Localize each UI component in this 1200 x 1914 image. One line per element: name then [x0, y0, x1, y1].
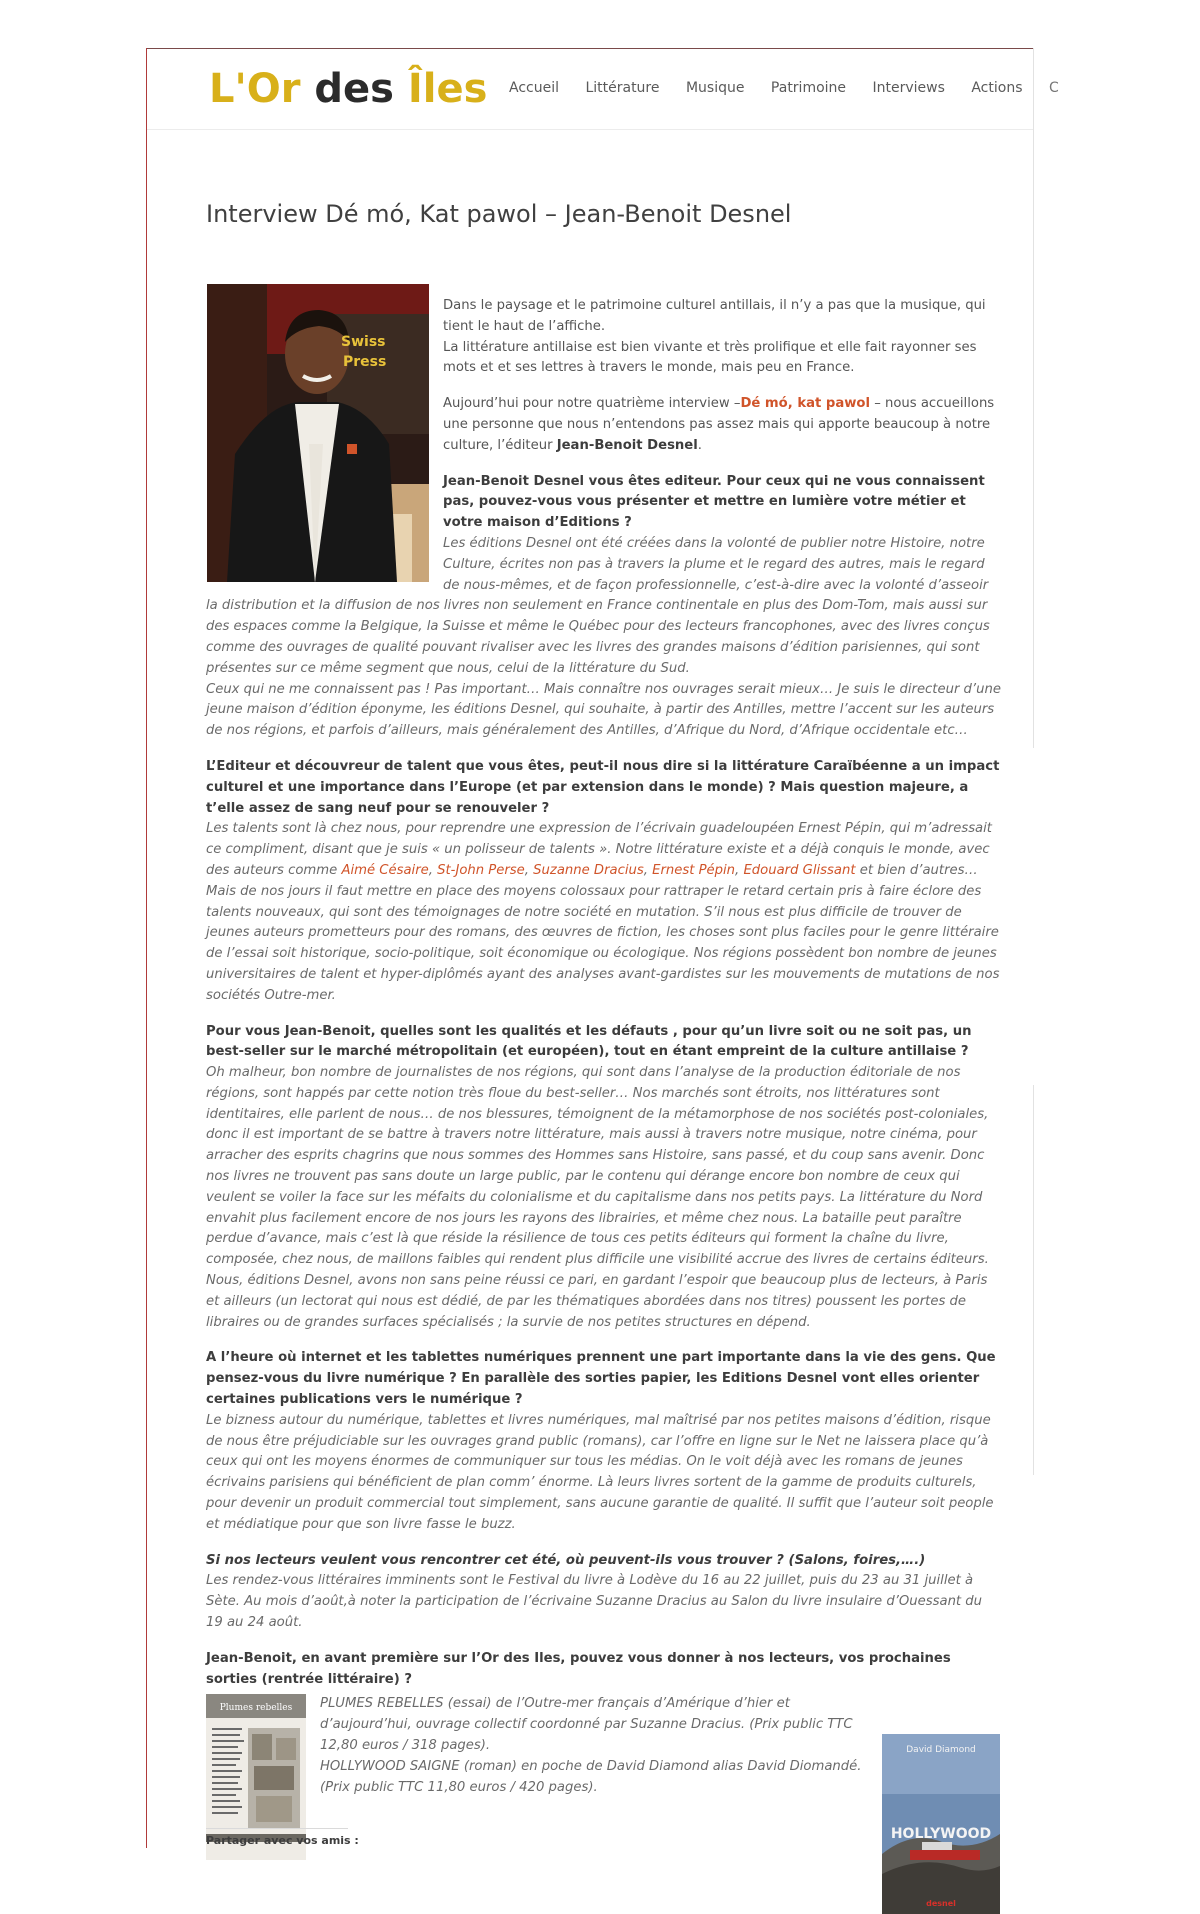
interview-series-link[interactable]: Dé mó, kat pawol: [740, 396, 871, 412]
intro-line-1: Dans le paysage et le patrimoine culturel antillais, il n’y a pas que la musique, qui tient le haut de l’affiche.: [443, 298, 986, 334]
nav-item-interviews[interactable]: Interviews: [872, 80, 945, 96]
logo-word-iles: Îles: [407, 66, 488, 112]
book-cover-hollywood-saigne[interactable]: [882, 1734, 1000, 1914]
name-separator: ,: [524, 862, 534, 878]
share-divider: [206, 1828, 348, 1829]
answer-2: [206, 821, 999, 1002]
intro-text-b: – nous accueillons une personne que nous n’entendons pas assez mais qui apporte beaucoup à notre culture, l’éditeur: [443, 396, 995, 453]
author-link-perse[interactable]: St-John Perse: [437, 862, 525, 878]
nav-item-litterature[interactable]: Littérature: [585, 80, 660, 96]
question-6: Jean-Benoit, en avant première sur l’Or des Iles, pouvez vous donner à nos lecteurs, vos prochaines sorties (rentrée littéraire) ?: [206, 1650, 951, 1687]
intro-line-2: La littérature antillaise est bien vivante et très prolifique et elle fait rayonner ses mots et et ses lettres à travers le monde, mais peu en France.: [443, 339, 977, 376]
cover2-title: HOLLYWOOD: [890, 1826, 992, 1843]
author-link-pepin[interactable]: Ernest Pépin: [652, 862, 736, 878]
page-right-border: [1033, 48, 1034, 748]
article-title: Interview Dé mó, Kat pawol – Jean-Benoit Desnel: [206, 200, 792, 229]
qa-block-4: [206, 1348, 1002, 1535]
name-separator: ,: [428, 862, 438, 878]
answer-4: Le bizness autour du numérique, tablettes et livres numériques, mal maîtrisé par nos petites maisons d’édition, risque de nous être préjudiciable sur les ouvrages grand public (romans), car l’offre en ligne sur le Net ne laissera place qu’à ceux qui ont les moyens énormes de communiquer sur tous les médias. On le voit déjà avec les romans de jeunes écrivains parisiens qui bénéficient de plan comm’ énorme. Là leurs livres sortent de la gamme de produits culturels, pour devenir un produit commercial tout simplement, sans aucune garantie de qualité. Il suffit que l’auteur soit people et médiatique pour que son livre fasse le buzz.: [206, 1412, 994, 1532]
photo-spacer: [207, 284, 429, 584]
photo-sign-swiss: Swiss: [341, 334, 386, 350]
author-link-cesaire[interactable]: Aimé Césaire: [341, 862, 429, 878]
nav-item-actions[interactable]: Actions: [971, 80, 1023, 96]
question-3: Pour vous Jean-Benoit, quelles sont les qualités et les défauts , pour qu’un livre soit ou ne soit pas, un best-seller sur le marché métropolitain (et européen), tout en étant empreint de la culture antillaise ?: [206, 1023, 972, 1060]
nav-item-accueil[interactable]: Accueil: [509, 80, 559, 96]
upcoming-books: [206, 1694, 1002, 1909]
books-description: [320, 1694, 880, 1798]
site-logo[interactable]: [209, 66, 487, 112]
answer-3: Oh malheur, bon nombre de journalistes de nos régions, qui sont dans l’analyse de la production éditoriale de nos régions, sont happés par cette notion très floue du best-seller… Nos marchés sont étroits, nos littératures sont identitaires, elle parlent de nous… de nos blessures, témoignent de la métamorphose de nos sociétés post-coloniales, donc il est important de se battre à travers notre littérature, mais aussi à travers notre musique, notre cinéma, pour arracher des esprits chagrins que nous sommes des Hommes sans Histoire, sans passé, et du coup sans avenir. Donc nos livres ne trouvent pas sans doute un large public, par le contenu qui dérange encore bon nombre de ceux qui veulent se voiler la face sur les méfaits du colonialisme et du capitalisme dans nos petits pays. La littérature du Nord envahit plus facilement encore de nos jours les rayons des librairies, et même chez nous. La bataille peut paraître perdue d’avance, mais c’est là que réside la résilience de tous ces petits éditeurs qui forment la chaîne du livre, composée, chez nous, de maillons faibles qui rendent plus difficile une visibilité accrue des livres de certains éditeurs. Nous, éditions Desnel, avons non sans peine réussi ce pari, en gardant l’espoir que beaucoup plus de lecteurs, à Paris et ailleurs (un lectorat qui nous est dédié, de par les thématiques abordées dans nos titres) poussent les portes de libraires ou de grandes surfaces spécialisés ; la survie de nos petites structures en dépend.: [206, 1065, 989, 1330]
book-2-info: HOLLYWOOD SAIGNE (roman) en poche de David Diamond alias David Diomandé. (Prix public TTC 11,80 euros / 420 pages).: [320, 1758, 862, 1795]
main-nav: [509, 80, 1059, 96]
question-2: L’Editeur et découvreur de talent que vous êtes, peut-il nous dire si la littérature Caraïbéenne a un impact culturel et une importance dans l’Europe (et par extension dans le monde) ? Mais question majeure, a t’elle assez de sang neuf pour se renouveler ?: [206, 758, 1000, 816]
cover2-publisher: desnel: [926, 1899, 956, 1909]
author-link-glissant[interactable]: Edouard Glissant: [743, 862, 856, 878]
author-link-dracius[interactable]: Suzanne Dracius: [533, 862, 644, 878]
site-header: [147, 49, 1059, 130]
name-separator: ,: [643, 862, 653, 878]
intro-text-c: .: [697, 437, 702, 453]
qa-block-5: [206, 1551, 1002, 1634]
share-label: Partager avec vos amis :: [206, 1834, 359, 1847]
answer-2-text-a: Les talents sont là chez nous, pour reprendre une expression de l’écrivain guadeloupéen Ernest Pépin, qui m’adressait ce compliment, disant que je suis « un polisseur de talents ». Notre littérature existe et a déjà conquis le monde, avec des auteurs comme: [206, 821, 992, 878]
logo-word-des: des: [314, 66, 394, 112]
photo-sign-press: Press: [343, 354, 387, 370]
page-left-border: [146, 48, 147, 1848]
qa-block-6: [206, 1649, 1002, 1691]
article-body: [206, 296, 1002, 1909]
page-right-border-lower: [1033, 1085, 1034, 1475]
logo-word-or: L'Or: [209, 66, 301, 112]
qa-block-3: [206, 1022, 1002, 1334]
question-4: A l’heure où internet et les tablettes numériques prennent une part importante dans la vie des gens. Que pensez-vous du livre numérique ? En parallèle des sorties papier, les Editions Desnel vont elles orienter certaines publications vers le numérique ?: [206, 1350, 996, 1408]
answer-1-part-2: Ceux qui ne me connaissent pas ! Pas important… Mais connaître nos ouvrages serait mieux… Je suis le directeur d’une jeune maison d’édition éponyme, les éditions Desnel, qui souhaite, à partir des Antilles, mettre l’accent sur les auteurs de nos régions, et parfois d’ailleurs, mais généralement des Antilles, d’Afrique du Nord, d’Afrique occidentale etc…: [206, 681, 1001, 739]
cover2-author: David Diamond: [906, 1745, 976, 1756]
name-separator: ,: [735, 862, 744, 878]
answer-5: Les rendez-vous littéraires imminents sont le Festival du livre à Lodève du 16 au 22 juillet, puis du 23 au 31 juillet à Sète. Au mois d’août,à noter la participation de l’écrivaine Suzanne Dracius au Salon du livre insulaire d’Ouessant du 19 au 24 août.: [206, 1573, 983, 1631]
book-1-info: PLUMES REBELLES (essai) de l’Outre-mer français d’Amérique d’hier et d’aujourd’hui, ouvrage collectif coordonné par Suzanne Dracius. (Prix public TTC 12,80 euros / 318 pages).: [320, 1696, 853, 1753]
cover1-title: Plumes rebelles: [219, 1703, 293, 1714]
editor-name: Jean-Benoit Desnel: [556, 437, 698, 453]
answer-1-part-1: Les éditions Desnel ont été créées dans la volonté de publier notre Histoire, notre Culture, écrites non pas à travers la plume et le regard des autres, mais le regard de nous-mêmes, et de façon professionnelle, c’est-à-dire avec la volonté d’asseoir la distribution et la diffusion de nos livres non seulement en France continentale en plus des Dom-Tom, mais aussi sur des espaces comme la Belgique, la Suisse et même le Québec pour des lecteurs francophones, avec des livres conçus comme des ouvrages de qualité pouvant rivaliser avec les livres des grandes maisons d’édition parisiennes, qui sont présentes sur ce même segment que nous, celui de la littérature du Sud.: [206, 535, 990, 676]
question-1: Jean-Benoit Desnel vous êtes editeur. Pour ceux qui ne vous connaissent pas, pouvez-vous vous présenter et mettre en lumière votre métier et votre maison d’Editions ?: [443, 473, 985, 531]
question-5: Si nos lecteurs veulent vous rencontrer cet été, où peuvent-ils vous trouver ? (Salons, foires,….): [206, 1552, 926, 1568]
answer-2-text-b: et bien d’autres… Mais de nos jours il faut mettre en place des moyens colossaux pour rattraper le retard certain pris à faire éclore des talents nouveaux, qui sont des témoignages de notre société en mutation. S’il nous est plus difficile de trouver de jeunes auteurs prometteurs pour des romans, des œuvres de fiction, les choses sont plus faciles pour le genre littéraire de l’essai soit historique, socio-politique, soit économique ou écologique. Nos régions possèdent bon nombre de jeunes universitaires de talent et hyper-diplômés ayant des analyses avant-gardistes sur les mouvements de mutations de nos sociétés Outre-mer.: [206, 862, 1000, 1003]
intro-text-a: Aujourd’hui pour notre quatrième interview –: [443, 396, 741, 412]
nav-item-musique[interactable]: Musique: [685, 80, 745, 96]
qa-block-2: [206, 757, 1002, 1007]
nav-item-truncated[interactable]: C: [1048, 80, 1059, 96]
nav-item-patrimoine[interactable]: Patrimoine: [770, 80, 847, 96]
